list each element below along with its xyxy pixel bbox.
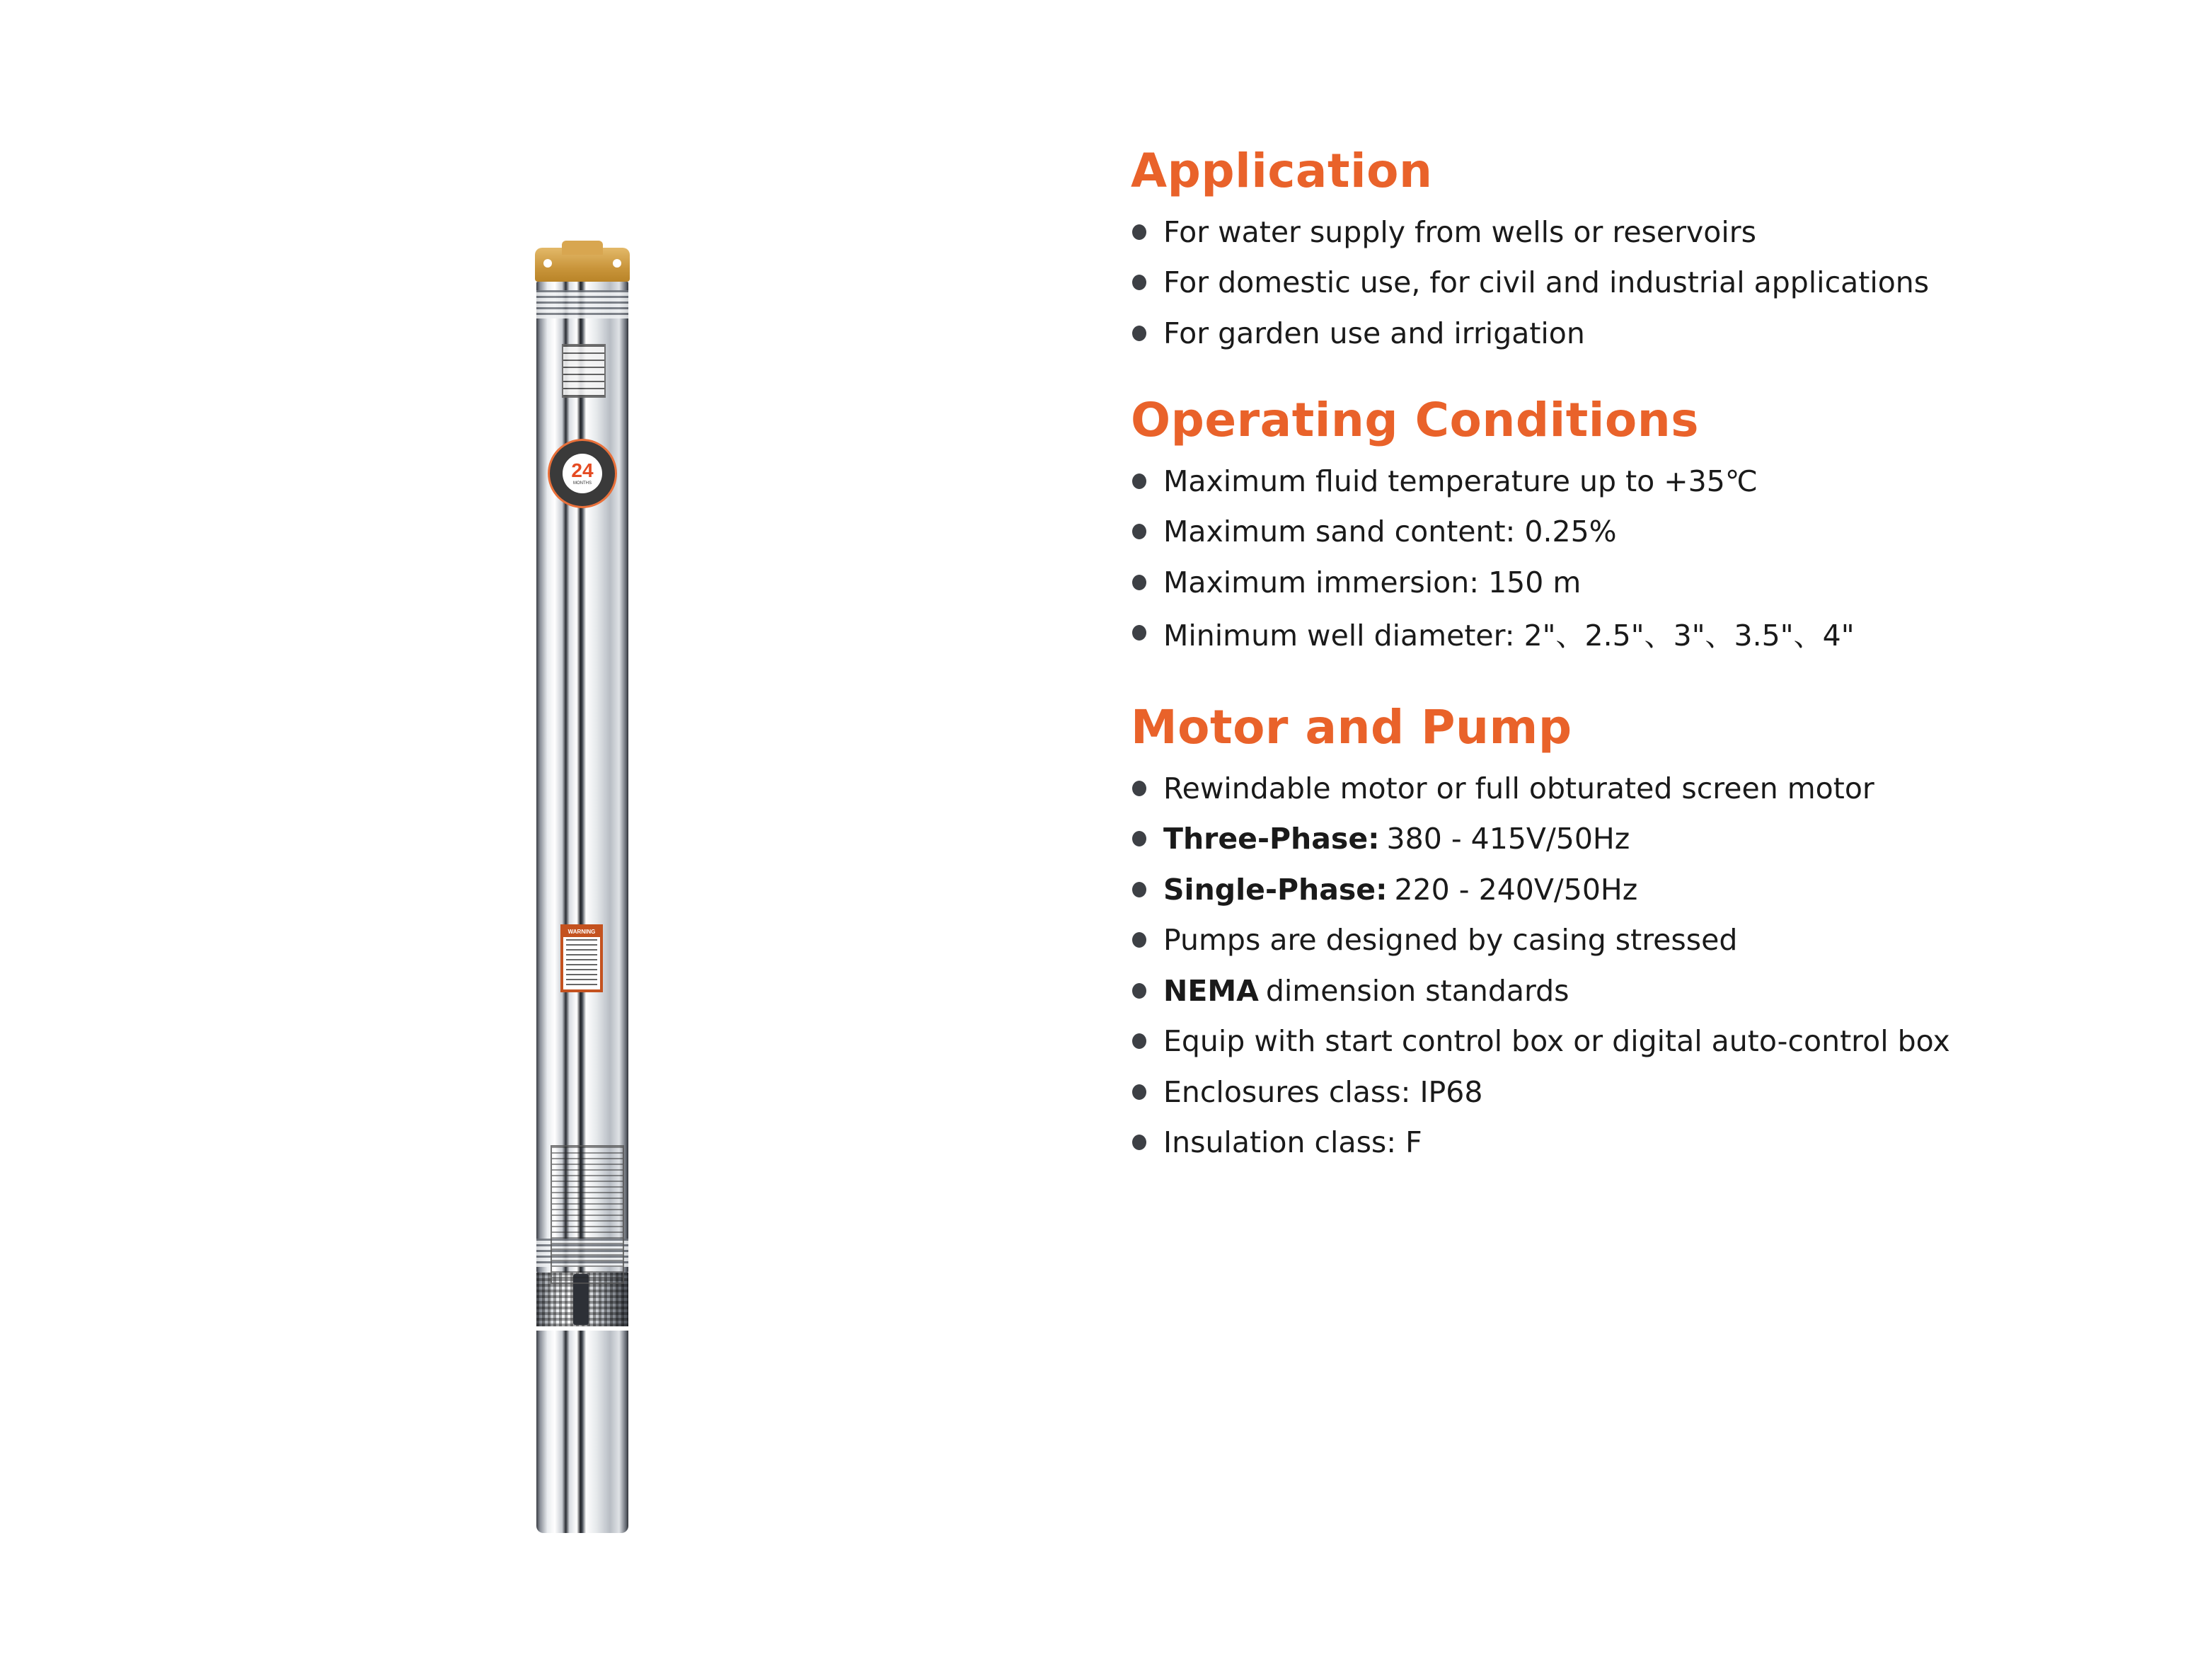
list-item-text: Maximum fluid temperature up to +35℃ <box>1163 464 1758 498</box>
list-item-text: Equip with start control box or digital auto-control box <box>1163 1024 1950 1059</box>
list-item <box>1131 308 1929 359</box>
section-application <box>1131 139 1929 359</box>
mounting-hole <box>543 259 552 268</box>
bullet-icon <box>1132 473 1146 489</box>
bullet-icon <box>1132 781 1146 796</box>
warning-label <box>560 924 603 992</box>
list-item-text: Maximum immersion: 150 m <box>1163 565 1582 599</box>
bullet-icon <box>1132 625 1146 641</box>
list-item-label: Three-Phase: <box>1163 822 1380 856</box>
bullet-icon <box>1132 983 1146 999</box>
pump-body <box>536 282 628 1273</box>
bullet-list <box>1131 456 1855 658</box>
section-operating-conditions <box>1131 388 1855 658</box>
list-item <box>1131 207 1929 258</box>
bullet-icon <box>1132 224 1146 240</box>
list-item <box>1131 1016 1950 1067</box>
bullet-icon <box>1132 882 1146 897</box>
list-item-label: Single-Phase: <box>1163 872 1388 907</box>
bullet-icon <box>1132 575 1146 590</box>
list-item-text: Enclosures class: IP68 <box>1163 1074 1483 1109</box>
pump-nameplate <box>562 344 606 398</box>
list-item-text: Minimum well diameter: 2"、2.5"、3"、3.5"、4" <box>1163 618 1855 653</box>
list-item <box>1131 915 1950 966</box>
list-item-text: Pumps are designed by casing stressed <box>1163 923 1738 958</box>
list-item-text: For garden use and irrigation <box>1163 316 1585 350</box>
list-item <box>1131 1118 1950 1169</box>
list-item <box>1131 557 1855 608</box>
list-item <box>1131 763 1950 814</box>
brass-outlet-head <box>535 248 630 282</box>
list-item-label: NEMA <box>1163 973 1259 1008</box>
warning-label-text <box>566 939 597 989</box>
bullet-icon <box>1132 275 1146 290</box>
mounting-hole <box>613 259 621 268</box>
bullet-icon <box>1132 524 1146 539</box>
bullet-icon <box>1132 831 1146 846</box>
list-item-text: Maximum sand content: 0.25% <box>1163 515 1617 549</box>
list-item <box>1131 965 1950 1016</box>
list-item <box>1131 258 1929 309</box>
motor-body <box>536 1331 628 1533</box>
list-item-text: For water supply from wells or reservoirs <box>1163 214 1756 249</box>
bullet-icon <box>1132 326 1146 341</box>
pump-product-image <box>529 248 635 1533</box>
list-item-text: Rewindable motor or full obturated screen motor <box>1163 771 1874 805</box>
warning-label-title: WARNING <box>563 927 600 937</box>
section-title: Application <box>1131 144 1433 198</box>
list-item-text: dimension standards <box>1265 973 1569 1008</box>
section-motor-and-pump <box>1131 695 1950 1168</box>
section-title: Motor and Pump <box>1131 700 1572 754</box>
bullet-icon <box>1132 1033 1146 1049</box>
section-title: Operating Conditions <box>1131 393 1699 447</box>
bullet-icon <box>1132 1084 1146 1100</box>
list-item <box>1131 608 1855 659</box>
thread-rings <box>536 290 628 318</box>
bullet-icon <box>1132 932 1146 948</box>
list-item <box>1131 814 1950 865</box>
list-item <box>1131 864 1950 915</box>
list-item-text: For domestic use, for civil and industrial applications <box>1163 265 1930 300</box>
list-item <box>1131 507 1855 558</box>
list-item-text: Insulation class: F <box>1163 1125 1422 1160</box>
bullet-list <box>1131 207 1929 359</box>
warranty-months-unit: MONTHS <box>573 481 592 486</box>
bullet-icon <box>1132 1135 1146 1150</box>
list-item <box>1131 1067 1950 1118</box>
list-item-text: 220 - 240V/50Hz <box>1394 872 1638 907</box>
warranty-badge <box>548 439 617 508</box>
list-item <box>1131 456 1855 507</box>
list-item-text: 380 - 415V/50Hz <box>1386 822 1630 856</box>
motor-spec-label <box>551 1145 624 1284</box>
warranty-months-number: 24 <box>571 459 594 481</box>
bullet-list <box>1131 763 1950 1168</box>
